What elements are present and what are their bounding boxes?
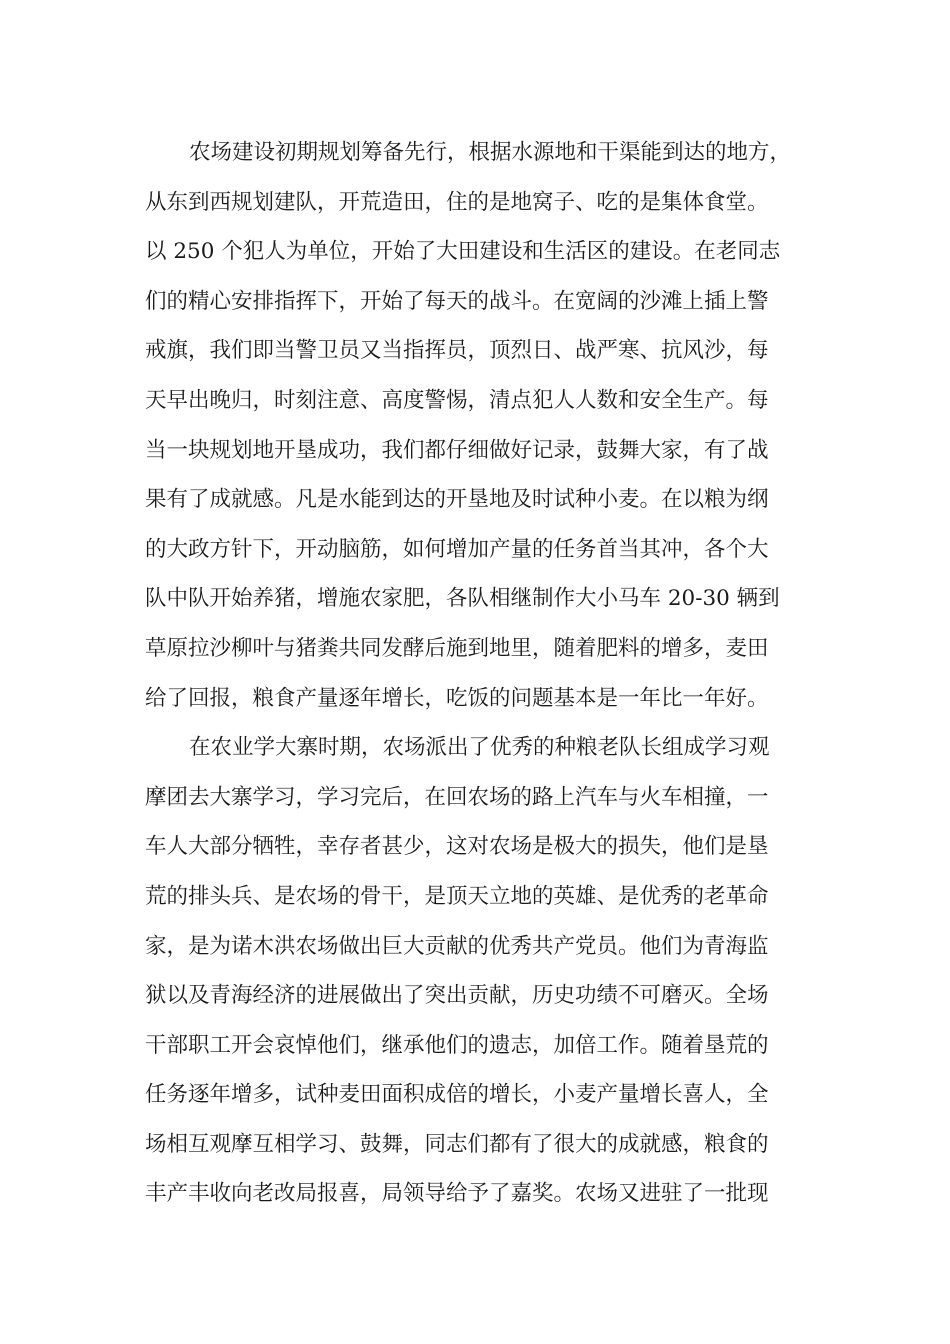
paragraph-1-line-6: 天早出晚归，时刻注意、高度警惕，清点犯人人数和安全生产。每 — [145, 387, 769, 413]
paragraph-2-line-4: 荒的排头兵、是农场的骨干，是顶天立地的英雄、是优秀的老革命 — [145, 883, 769, 909]
paragraph-2-line-5: 家，是为诺木洪农场做出巨大贡献的优秀共产党员。他们为青海监 — [145, 933, 769, 959]
paragraph-1-line-5: 戒旗，我们即当警卫员又当指挥员，顶烈日、战严寒、抗风沙，每 — [145, 338, 769, 364]
paragraph-2-line-3: 车人大部分牺牲，幸存者甚少，这对农场是极大的损失，他们是垦 — [145, 834, 769, 860]
paragraph-1-line-2: 从东到西规划建队，开荒造田，住的是地窝子、吃的是集体食堂。 — [145, 189, 769, 215]
body-text — [145, 128, 835, 1219]
paragraph-2-line-10: 丰产丰收向老改局报喜，局领导给予了嘉奖。农场又进驻了一批现 — [145, 1181, 769, 1207]
paragraph-2-line-1: 在农业学大寨时期，农场派出了优秀的种粮老队长组成学习观 — [189, 735, 770, 761]
paragraph-1-line-9: 的大政方针下，开动脑筋，如何增加产量的任务首当其冲，各个大 — [145, 536, 769, 562]
paragraph-2-line-7: 干部职工开会哀悼他们，继承他们的遗志，加倍工作。随着垦荒的 — [145, 1032, 769, 1058]
paragraph-2-line-8: 任务逐年增多，试种麦田面积成倍的增长，小麦产量增长喜人，全 — [145, 1082, 769, 1108]
paragraph-1-line-12: 给了回报，粮食产量逐年增长，吃饭的问题基本是一年比一年好。 — [145, 685, 769, 711]
paragraph-1-line-4: 们的精心安排指挥下，开始了每天的战斗。在宽阔的沙滩上插上警 — [145, 288, 769, 314]
paragraph-2-line-9: 场相互观摩互相学习、鼓舞，同志们都有了很大的成就感，粮食的 — [145, 1131, 769, 1157]
paragraph-2-line-2: 摩团去大寨学习，学习完后，在回农场的路上汽车与火车相撞，一 — [145, 784, 769, 810]
paragraph-1-line-8: 果有了成就感。凡是水能到达的开垦地及时试种小麦。在以粮为纲 — [145, 487, 769, 513]
paragraph-1-line-10: 队中队开始养猪，增施农家肥，各队相继制作大小马车 20-30 辆到 — [145, 586, 780, 612]
paragraph-1-line-7: 当一块规划地开垦成功，我们都仔细做好记录，鼓舞大家，有了战 — [145, 437, 769, 463]
paragraph-1-line-1: 农场建设初期规划筹备先行，根据水源地和干渠能到达的地方， — [189, 140, 792, 165]
paragraph-1-line-3: 以 250 个犯人为单位，开始了大田建设和生活区的建设。在老同志 — [145, 239, 781, 265]
paragraph-1-line-11: 草原拉沙柳叶与猪粪共同发酵后施到地里，随着肥料的增多，麦田 — [145, 635, 769, 661]
paragraph-2-line-6: 狱以及青海经济的进展做出了突出贡献，历史功绩不可磨灭。全场 — [145, 983, 769, 1009]
